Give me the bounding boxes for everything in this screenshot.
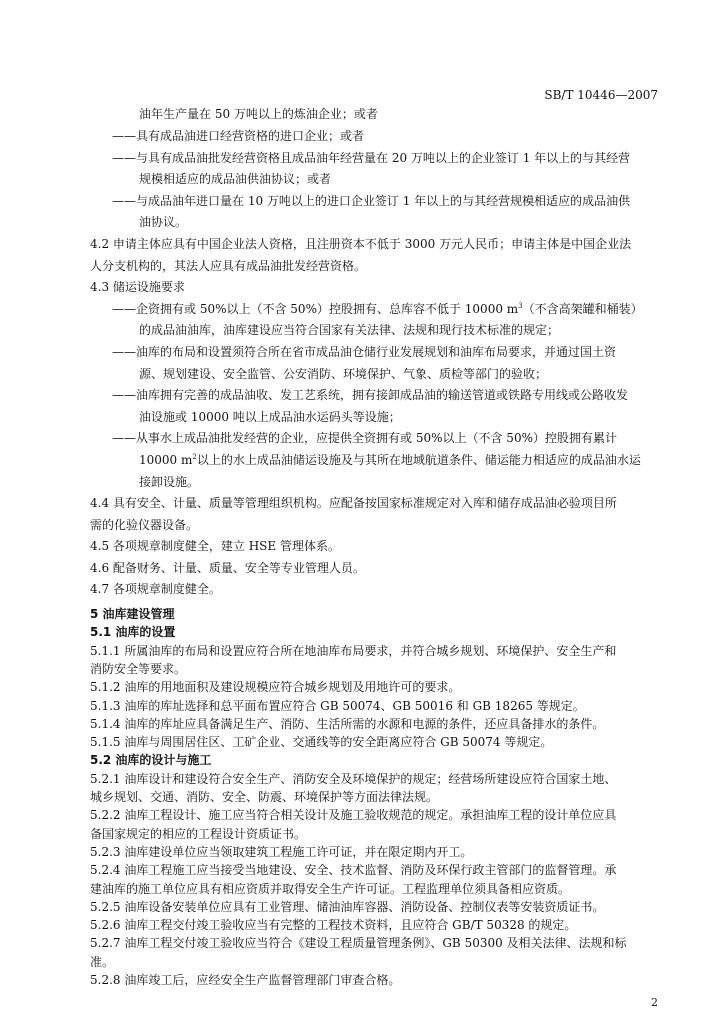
text-line: 消防安全等要求。 [90, 661, 187, 676]
page-number: 2 [651, 996, 658, 1010]
text-line: 4.3 储运设施要求 [90, 280, 185, 294]
text-line: ——具有成品油进口经营资格的进口企业；或者 [112, 129, 365, 143]
text-line: 4.4 具有安全、计量、质量等管理组织机构。应配备按国家标准规定对入库和储存成品油必验项目所 [90, 496, 617, 510]
text-line: 5.2.8 油库竣工后，应经安全生产监督管理部门审查合格。 [90, 973, 401, 987]
text-line: 5.2.2 油库工程设计、施工应当符合相关设计及施工验收规范的规定。承担油库工程的设计单位应具 [90, 808, 617, 823]
text-line: 准。 [90, 954, 115, 969]
text-line: 油设施或 10000 吨以上成品油水运码头等设施； [139, 410, 401, 424]
text-line: 接卸设施。 [139, 475, 200, 489]
text-line [112, 301, 643, 317]
text-line: ——油库拥有完善的成品油收、发工艺系统，拥有接卸成品油的输送管道或铁路专用线或公路收发 [112, 388, 629, 402]
text-line: 5.2.3 油库建设单位应当领取建筑工程施工许可证，并在限定期内开工。 [90, 844, 473, 859]
subsection-heading: 5.1 油库的设置 [90, 625, 176, 640]
text-line: 5.1.1 所属油库的布局和设置应符合所在地油库布局要求，并符合城乡规划、环境保护、安全生产和 [90, 643, 617, 658]
text-line: 5.1.4 油库的库址应具备满足生产、消防、生活所需的水源和电源的条件，还应具备排水的条件。 [90, 716, 605, 731]
text-line [139, 452, 641, 468]
text-line: ——与具有成品油批发经营资格且成品油年经营量在 20 万吨以上的企业签订 1 年以上的与其经营 [112, 151, 631, 165]
text-line: 的成品油油库，油库建设应当符合国家有关法律、法规和现行技术标准的规定； [139, 323, 560, 337]
text-line: 备国家规定的相应的工程设计资质证书。 [90, 826, 307, 841]
section-heading: 5 油库建设管理 [90, 607, 175, 621]
text-line: 需的化验仪器设备。 [90, 518, 199, 532]
text-line: 人分支机构的，其法人应具有成品油批发经营资格。 [90, 259, 367, 273]
text-line: 4.7 各项规章制度健全。 [90, 582, 221, 596]
text-segment: 以上的水上成品油储运设施及与其所在地域航道条件、储运能力相适应的成品油水运 [196, 453, 641, 467]
text-line: ——与成品油年进口量在 10 万吨以上的进口企业签订 1 年以上的与其经营规模相适应的成品油供 [112, 194, 631, 208]
text-line: 5.2.6 油库工程交付竣工验收应当有完整的工程技术资料，且应符合 GB/T 50328 的规定。 [90, 918, 577, 933]
text-line: 4.2 申请主体应具有中国企业法人资格，且注册资本不低于 3000 万元人民币；申请主体是中国企业法 [90, 237, 632, 251]
subsection-heading: 5.2 油库的设计与施工 [90, 753, 212, 768]
text-line: 5.1.2 油库的用地面积及建设规模应符合城乡规划及用地许可的要求。 [90, 680, 461, 695]
text-line: 规模相适应的成品油供油协议；或者 [139, 172, 332, 186]
text-line: 5.2.4 油库工程施工应当接受当地建设、安全、技术监督、消防及环保行政主管部门的监督管理。承 [90, 863, 617, 878]
superscript: 3 [518, 302, 523, 310]
text-line: 4.6 配备财务、计量、质量、安全等专业管理人员。 [90, 561, 365, 575]
text-line: 4.5 各项规章制度健全，建立 HSE 管理体系。 [90, 539, 340, 553]
text-segment: ——企资拥有或 50%以上（不含 50%）控股拥有、总库容不低于 10000 m [112, 302, 519, 316]
text-line: ——从事水上成品油批发经营的企业，应提供全资拥有或 50%以上（不含 50%）控股拥有累计 [112, 431, 617, 445]
text-line: ——油库的布局和设置须符合所在省市成品油仓储行业发展规划和油库布局要求，并通过国土资 [112, 345, 617, 359]
text-line: 5.2.5 油库设备安装单位应具有工业管理、储油油库容器、消防设备、控制仪表等安装资质证书。 [90, 899, 605, 914]
text-line: 建油库的施工单位应具有相应资质并取得安全生产许可证。工程监理单位须具备相应资质。 [90, 881, 571, 896]
text-line: 5.1.3 油库的库址选择和总平面布置应符合 GB 50074、GB 50016 和 GB 18265 等规定。 [90, 698, 585, 713]
text-line: 5.2.1 油库设计和建设符合安全生产、消防安全及环境保护的规定；经营场所建设应符合国家土地、 [90, 771, 617, 786]
text-line: 源、规划建设、安全监管、公安消防、环境保护、气象、质检等部门的验收； [139, 367, 548, 381]
text-line: 5.2.7 油库工程交付竣工验收应当符合《建设工程质量管理条例》、GB 50300 及相关法律、法规和标 [90, 936, 627, 951]
text-segment: 10000 m [139, 453, 193, 467]
text-line: 油协议。 [139, 215, 188, 229]
text-line: 城乡规划、交通、消防、安全、防震、环境保护等方面法律法规。 [90, 790, 439, 804]
text-line: 油年生产量在 50 万吨以上的炼油企业；或者 [139, 107, 378, 121]
superscript: 2 [192, 453, 197, 461]
text-segment: （不含高架罐和桶装） [522, 302, 643, 316]
text-line: 5.1.5 油库与周围居住区、工矿企业、交通线等的安全距离应符合 GB 50074 等规定。 [90, 735, 553, 750]
standard-code: SB/T 10446—2007 [544, 88, 658, 102]
